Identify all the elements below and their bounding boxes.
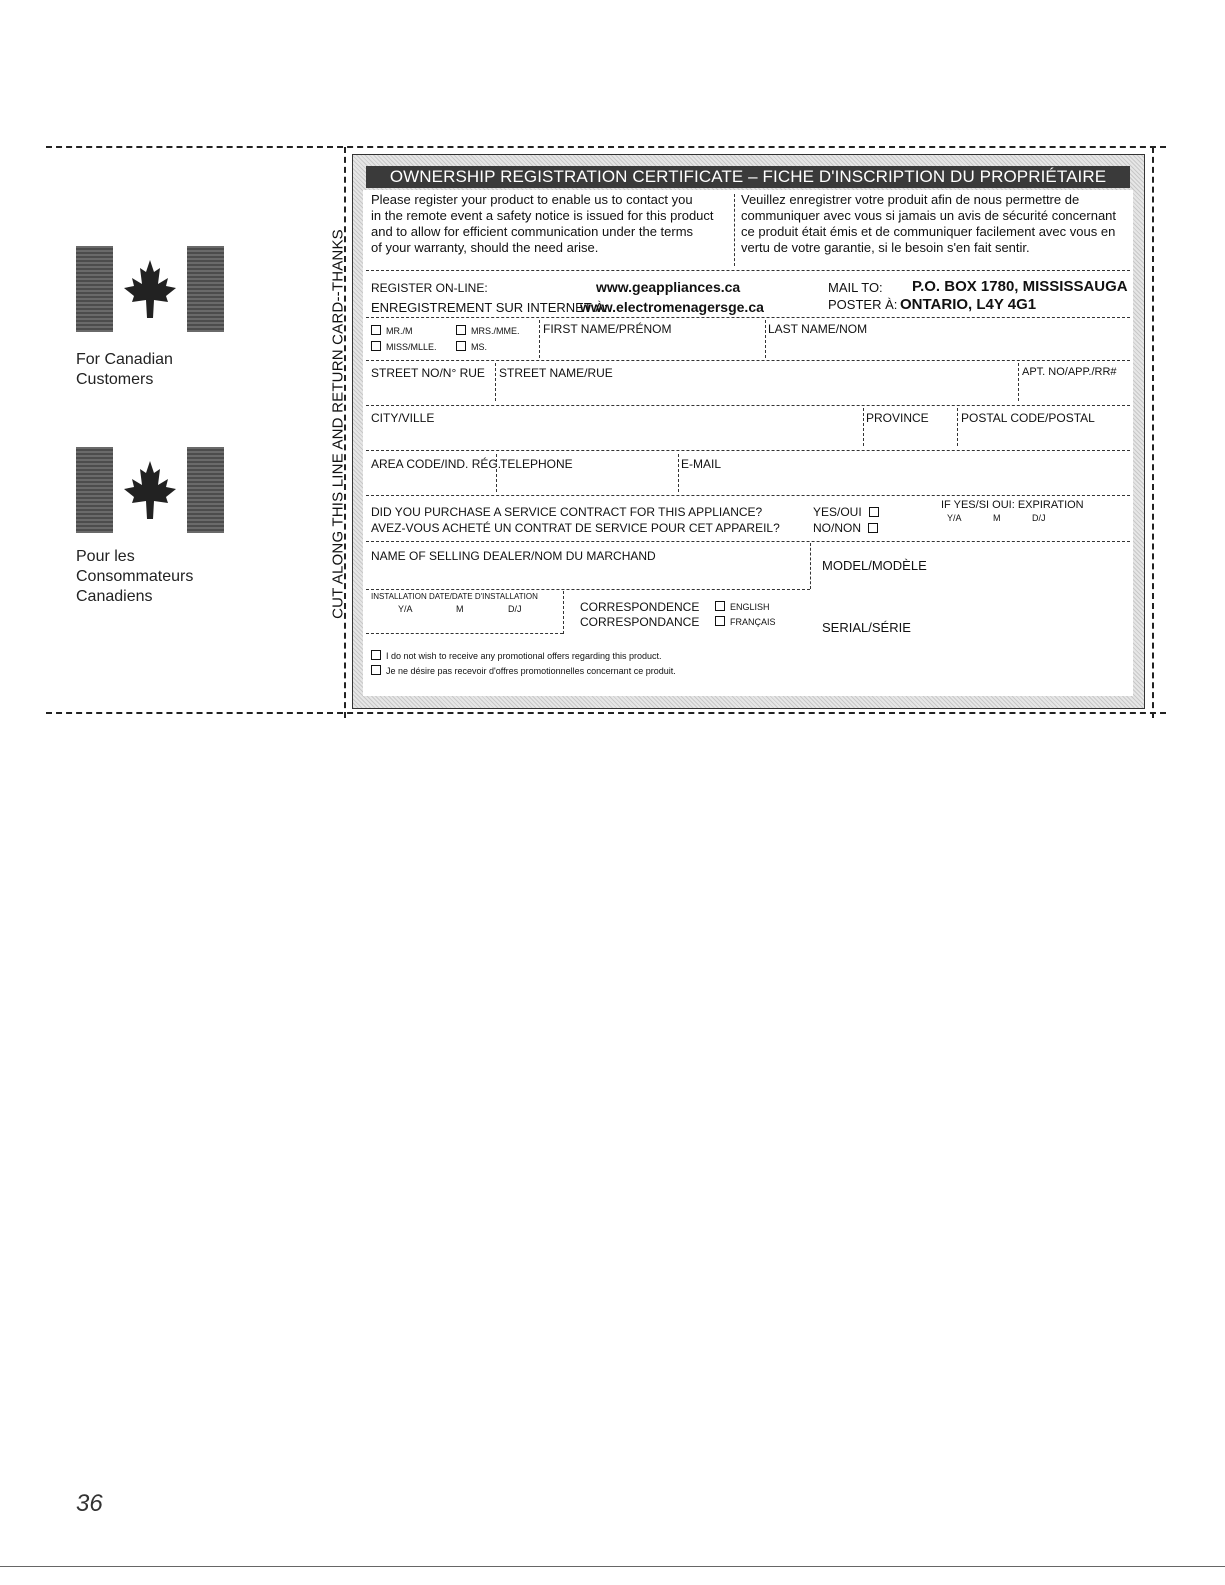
correspondence-en: CORRESPONDENCE	[580, 600, 700, 614]
francais-checkbox[interactable]: FRANÇAIS	[715, 616, 776, 627]
install-year[interactable]: Y/A	[398, 604, 413, 614]
cut-instruction: CUT ALONG THIS LINE AND RETURN CARD--THANKS	[329, 229, 347, 619]
apt-no-field[interactable]: APT. NO/APP./RR#	[1022, 366, 1117, 378]
optout-fr-checkbox[interactable]: Je ne désire pas recevoir d'offres promotionnelles concernant ce produit.	[371, 665, 676, 676]
first-name-field[interactable]: FIRST NAME/PRÉNOM	[543, 322, 672, 336]
expiration-label: IF YES/SI OUI: EXPIRATION	[941, 499, 1084, 511]
service-question-en: DID YOU PURCHASE A SERVICE CONTRACT FOR THIS APPLIANCE?	[371, 505, 763, 519]
register-online-label: REGISTER ON-LINE:	[371, 281, 488, 295]
poster-a-label: POSTER À:	[828, 297, 898, 312]
service-yes-checkbox[interactable]: YES/OUI	[813, 505, 884, 519]
page-bottom-rule	[0, 1566, 1225, 1567]
service-no-checkbox[interactable]: NO/NON	[813, 521, 883, 535]
cut-line-bottom	[46, 712, 1166, 714]
mail-to-label: MAIL TO:	[828, 280, 883, 295]
salutation-ms[interactable]: MS.	[456, 341, 487, 352]
optout-en-checkbox[interactable]: I do not wish to receive any promotional offers regarding this product.	[371, 650, 661, 661]
salutation-mrs[interactable]: MRS./MME.	[456, 325, 520, 336]
page-number: 36	[76, 1490, 103, 1517]
street-no-field[interactable]: STREET NO/N° RUE	[371, 366, 485, 380]
serial-field[interactable]: SERIAL/SÉRIE	[822, 620, 911, 635]
french-caption: Pour les Consommateurs Canadiens	[76, 548, 194, 605]
installation-date-label: INSTALLATION DATE/DATE D'INSTALLATION	[371, 592, 538, 601]
last-name-field[interactable]: LAST NAME/NOM	[768, 322, 868, 336]
expiration-year[interactable]: Y/A	[947, 513, 962, 523]
salutation-miss[interactable]: MISS/MLLE.	[371, 341, 437, 352]
expiration-day[interactable]: D/J	[1032, 513, 1046, 523]
area-code-field[interactable]: AREA CODE/IND. RÉG.	[371, 457, 502, 471]
register-online-url[interactable]: www.geappliances.ca	[596, 279, 741, 295]
canada-flag-icon	[76, 447, 224, 533]
city-field[interactable]: CITY/VILLE	[371, 411, 435, 425]
cut-line-top	[46, 146, 1166, 148]
mailing-address-line2: ONTARIO, L4Y 4G1	[900, 296, 1037, 313]
card-title: OWNERSHIP REGISTRATION CERTIFICATE – FICHE D'INSCRIPTION DU PROPRIÉTAIRE	[366, 166, 1130, 188]
english-caption: For Canadian Customers	[76, 351, 173, 388]
install-month[interactable]: M	[456, 604, 464, 614]
correspondence-fr: CORRESPONDANCE	[580, 615, 700, 629]
service-question-fr: AVEZ-VOUS ACHETÉ UN CONTRAT DE SERVICE POUR CET APPAREIL?	[371, 521, 780, 535]
telephone-field[interactable]: TELEPHONE	[500, 457, 573, 471]
model-field[interactable]: MODEL/MODÈLE	[822, 558, 927, 573]
enregistrement-label: ENREGISTREMENT SUR INTERNET À:	[371, 300, 608, 315]
salutation-mr[interactable]: MR./M	[371, 325, 413, 336]
english-checkbox[interactable]: ENGLISH	[715, 601, 770, 612]
cut-line-right	[1152, 147, 1154, 718]
postal-code-field[interactable]: POSTAL CODE/POSTAL	[961, 411, 1095, 425]
expiration-month[interactable]: M	[993, 513, 1001, 523]
province-field[interactable]: PROVINCE	[866, 411, 929, 425]
mailing-address-line1: P.O. BOX 1780, MISSISSAUGA	[912, 278, 1128, 295]
intro-english: Please register your product to enable us to contact you in the remote event a safety notice is issued for this product and to allow for efficient communication under the terms of your warranty, should the need arise.	[371, 192, 714, 255]
canada-flag-icon	[76, 246, 224, 332]
enregistrement-url[interactable]: www.electromenagersge.ca	[580, 299, 764, 315]
email-field[interactable]: E-MAIL	[681, 457, 722, 471]
street-name-field[interactable]: STREET NAME/RUE	[499, 366, 613, 380]
install-day[interactable]: D/J	[508, 604, 522, 614]
intro-french: Veuillez enregistrer votre produit afin de nous permettre de communiquer avec vous si jamais un avis de sécurité concernant ce produit était émis et de communiquer facilement avec vous en vertu de votre garantie, si le besoin s'en fait sentir.	[741, 192, 1117, 255]
dealer-field[interactable]: NAME OF SELLING DEALER/NOM DU MARCHAND	[371, 549, 656, 563]
